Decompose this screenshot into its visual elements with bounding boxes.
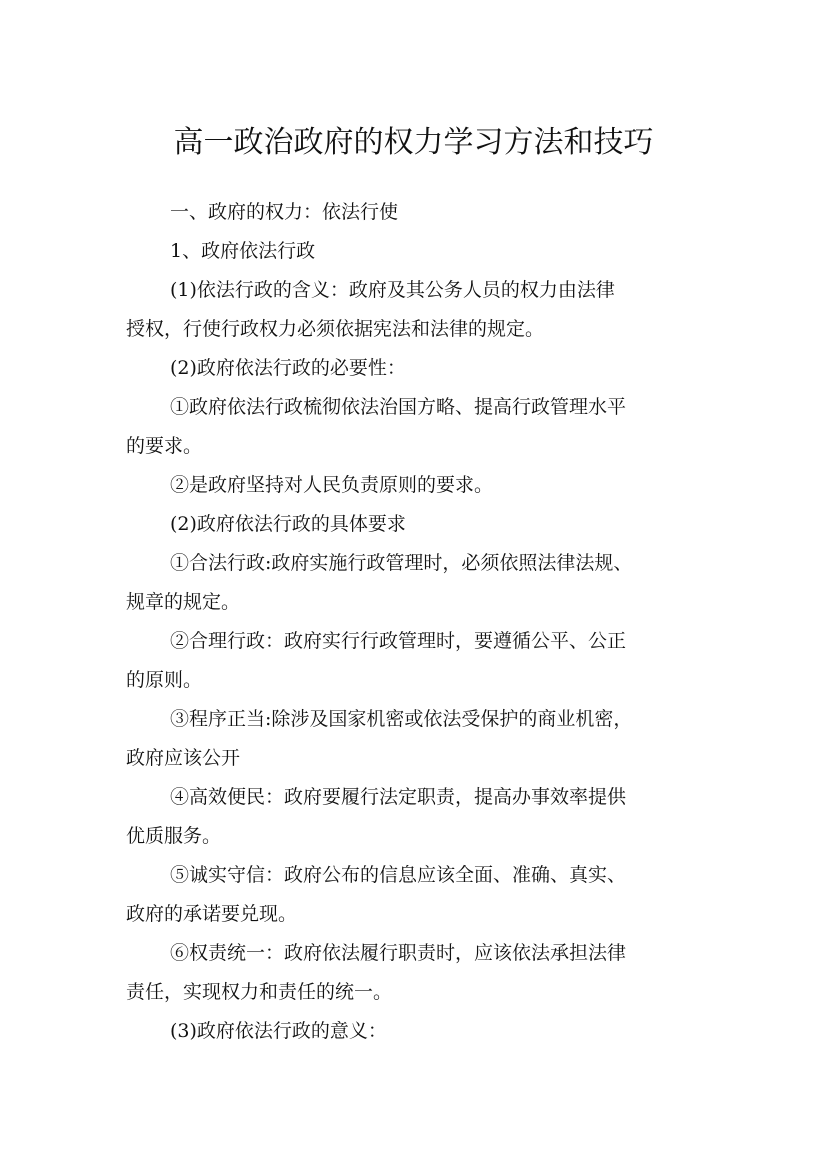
text-line: 优质服务。 — [126, 825, 222, 847]
text-line: ②合理行政：政府实行行政管理时，要遵循公平、公正 — [170, 630, 627, 652]
document-body — [126, 193, 716, 1051]
text-line: ③程序正当:除涉及国家机密或依法受保护的商业机密， — [170, 708, 633, 730]
text-line: ②是政府坚持对人民负责原则的要求。 — [170, 474, 494, 496]
text-line: ⑥权责统一：政府依法履行职责时，应该依法承担法律 — [170, 942, 627, 964]
text-line: 责任，实现权力和责任的统一。 — [126, 981, 393, 1003]
text-line: 政府的承诺要兑现。 — [126, 903, 298, 925]
text-line: ⑤诚实守信：政府公布的信息应该全面、准确、真实、 — [170, 864, 627, 886]
text-line: 授权，行使行政权力必须依据宪法和法律的规定。 — [126, 318, 545, 340]
text-line: 一、政府的权力：依法行使 — [170, 201, 399, 223]
text-line: ④高效便民：政府要履行法定职责，提高办事效率提供 — [170, 786, 627, 808]
document-title: 高一政治政府的权力学习方法和技巧 — [173, 125, 654, 161]
text-line: (1)依法行政的含义：政府及其公务人员的权力由法律 — [170, 279, 615, 301]
text-line: (3)政府依法行政的意义： — [170, 1020, 387, 1042]
text-line: 规章的规定。 — [126, 591, 241, 613]
text-line: 的原则。 — [126, 669, 203, 691]
text-line: (2)政府依法行政的必要性： — [170, 357, 406, 379]
text-line: 的要求。 — [126, 435, 203, 457]
text-line: (2)政府依法行政的具体要求 — [170, 513, 406, 535]
text-line: 政府应该公开 — [126, 747, 241, 769]
text-line: ①政府依法行政梳彻依法治国方略、提高行政管理水平 — [170, 396, 627, 418]
text-line: 1、政府依法行政 — [170, 240, 316, 262]
text-line: ①合法行政:政府实施行政管理时，必须依照法律法规、 — [170, 552, 633, 574]
